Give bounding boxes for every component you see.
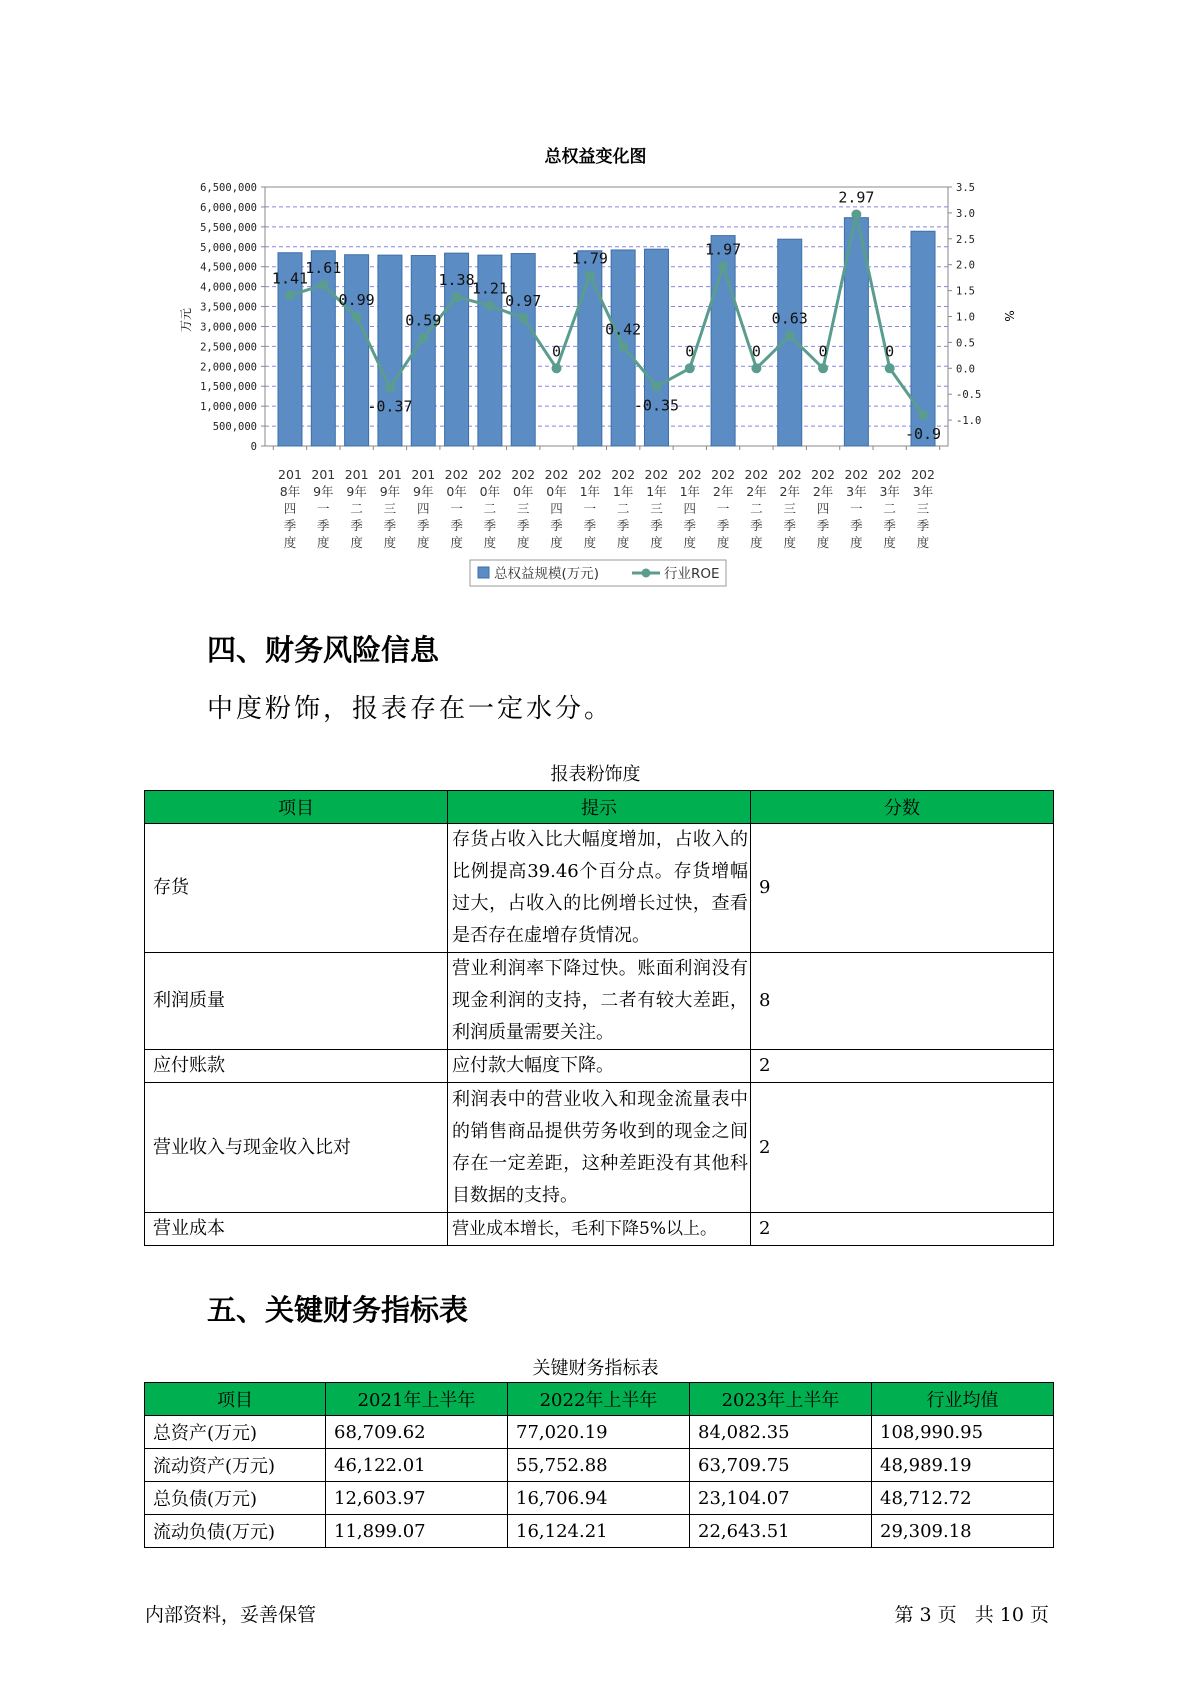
x-tick-label: 202: [744, 467, 769, 482]
x-tick-label: 度: [317, 535, 330, 550]
x-tick-label: 三: [383, 501, 397, 516]
risk-hint: 存货占收入比大幅度增加，占收入的比例提高39.46个百分点。存货增幅过大，占收入的比例增长过快，查看是否存在虚增存货情况。: [448, 824, 751, 953]
chart-title: 总权益变化图: [544, 147, 647, 167]
section5-heading: 五、关键财务指标表: [207, 1293, 469, 1327]
x-tick-label: 202: [911, 467, 935, 482]
kpi-table-header: [145, 1383, 1054, 1416]
x-tick-label: 四: [683, 501, 697, 516]
risk-score: 8: [751, 953, 1054, 1050]
x-tick-label: 三: [516, 501, 530, 516]
x-tick-label: 202: [511, 467, 536, 482]
risk-score: 9: [751, 824, 1054, 953]
risk-header-score: 分数: [751, 791, 1054, 824]
x-tick-label: 202: [577, 467, 602, 482]
risk-item: 利润质量: [145, 953, 448, 1050]
y2-tick-label: 3.0: [956, 207, 975, 220]
equity-bar: [378, 255, 402, 446]
roe-data-label: 0.42: [605, 320, 642, 339]
x-tick-label: 0年: [512, 484, 534, 499]
x-tick-label: 度: [850, 535, 863, 550]
x-tick-label: 1年: [579, 484, 601, 499]
roe-data-label: 0: [818, 342, 828, 361]
x-tick-label: 季: [350, 518, 363, 533]
y-tick-label: 500,000: [212, 421, 257, 434]
x-tick-label: 二: [883, 501, 896, 516]
x-tick-label: 1年: [679, 484, 701, 499]
y2-tick-label: -0.5: [956, 389, 982, 402]
kpi-cell: 77,020.19: [508, 1416, 690, 1449]
x-tick-label: 202: [777, 467, 802, 482]
x-tick-label: 度: [883, 535, 896, 550]
x-tick-label: 季: [683, 518, 697, 533]
kpi-cell: 22,643.51: [690, 1515, 872, 1548]
roe-point: [485, 301, 495, 311]
x-tick-label: 9年: [379, 484, 401, 499]
risk-table-header: [145, 791, 1054, 824]
risk-table-caption: 报表粉饰度: [550, 764, 641, 785]
x-tick-label: 三: [916, 501, 930, 516]
y2-axis-label: %: [1002, 310, 1016, 322]
x-tick-label: 度: [516, 535, 530, 550]
y-tick-label: 6,500,000: [200, 182, 257, 194]
y-tick-label: 4,000,000: [200, 281, 257, 294]
x-tick-label: 季: [550, 518, 563, 533]
risk-hint: 营业利润率下降过快。账面利润没有现金利润的支持，二者有较大差距，利润质量需要关注。: [448, 953, 751, 1050]
x-tick-label: 2年: [779, 484, 800, 499]
x-tick-label: 202: [444, 467, 469, 482]
roe-data-label: 2.97: [838, 188, 875, 207]
y-tick-label: 5,000,000: [200, 241, 257, 254]
x-tick-label: 季: [283, 518, 297, 533]
x-tick-label: 季: [783, 518, 797, 533]
roe-data-label: -0.9: [904, 424, 942, 443]
y-tick-label: 0: [250, 441, 257, 453]
x-tick-label: 一: [850, 501, 863, 516]
x-tick-label: 3年: [879, 484, 900, 499]
y2-tick-label: 1.5: [956, 285, 975, 298]
x-tick-label: 四: [816, 501, 830, 516]
kpi-cell: 63,709.75: [690, 1449, 872, 1482]
roe-point: [818, 363, 828, 373]
roe-data-label: 0.99: [338, 291, 375, 310]
x-tick-label: 1年: [646, 484, 667, 499]
risk-item: 存货: [145, 824, 448, 953]
kpi-cell: 29,309.18: [872, 1515, 1054, 1548]
roe-data-label: 0.63: [771, 309, 808, 328]
x-tick-label: 季: [583, 518, 597, 533]
risk-hint: 利润表中的营业收入和现金流量表中的销售商品提供劳务收到的现金之间存在一定差距，这种差距没有其他科目数据的支持。: [448, 1083, 751, 1213]
x-tick-label: 2年: [746, 484, 767, 499]
x-tick-label: 度: [283, 535, 297, 550]
kpi-table-caption: 关键财务指标表: [532, 1358, 659, 1379]
x-tick-label: 四: [283, 501, 297, 516]
roe-point: [452, 292, 462, 302]
roe-data-label: -0.37: [367, 397, 413, 416]
x-tick-label: 度: [483, 535, 497, 550]
equity-chart: [0, 160, 1191, 600]
kpi-cell: 总资产(万元): [145, 1416, 326, 1449]
equity-bar: [345, 255, 369, 446]
risk-header-item: 项目: [145, 791, 448, 824]
roe-data-label: 0: [751, 342, 761, 361]
x-tick-label: 季: [850, 518, 863, 533]
y-tick-label: 2,000,000: [200, 361, 257, 374]
x-tick-label: 季: [516, 518, 530, 533]
footer-confidential: 内部资料，妥善保管: [145, 1604, 317, 1626]
x-tick-label: 201: [378, 467, 402, 482]
x-tick-label: 二: [750, 501, 763, 516]
risk-item: 应付账款: [145, 1050, 448, 1083]
table-row: [145, 1050, 1054, 1083]
x-tick-label: 0年: [546, 484, 567, 499]
x-tick-label: 二: [483, 501, 497, 516]
x-tick-label: 季: [616, 518, 630, 533]
legend-bar-swatch: [478, 567, 489, 578]
x-tick-label: 度: [650, 535, 663, 550]
kpi-header-2021: 2021年上半年: [326, 1383, 508, 1416]
y-tick-label: 2,500,000: [200, 341, 257, 354]
x-tick-label: 201: [311, 467, 336, 482]
x-tick-label: 202: [877, 467, 902, 482]
kpi-cell: 流动负债(万元): [145, 1515, 326, 1548]
x-tick-label: 季: [816, 518, 830, 533]
x-tick-label: 二: [616, 501, 630, 516]
risk-score: 2: [751, 1083, 1054, 1213]
x-tick-label: 3年: [912, 484, 934, 499]
table-row: [145, 953, 1054, 1050]
x-tick-label: 202: [477, 467, 502, 482]
kpi-cell: 55,752.88: [508, 1449, 690, 1482]
x-tick-label: 9年: [346, 484, 367, 499]
roe-point: [918, 410, 928, 420]
x-tick-label: 3年: [846, 484, 867, 499]
x-tick-label: 季: [916, 518, 930, 533]
y-tick-label: 4,500,000: [200, 261, 257, 274]
roe-point: [885, 363, 895, 373]
kpi-cell: 84,082.35: [690, 1416, 872, 1449]
risk-header-hint: 提示: [448, 791, 751, 824]
x-tick-label: 度: [916, 535, 930, 550]
roe-point: [718, 261, 728, 271]
y-tick-label: 6,000,000: [200, 201, 257, 214]
y-axis-label: 万元: [179, 307, 193, 333]
x-tick-label: 度: [550, 535, 563, 550]
legend-line-label: 行业ROE: [664, 566, 720, 582]
x-tick-label: 202: [677, 467, 702, 482]
section4-text: 中度粉饰，报表存在一定水分。: [207, 694, 614, 724]
x-tick-label: 9年: [313, 484, 334, 499]
roe-data-label: 0.59: [405, 311, 442, 330]
x-tick-label: 201: [411, 467, 436, 482]
x-tick-label: 季: [650, 518, 663, 533]
y2-tick-label: 1.0: [956, 311, 975, 324]
x-tick-label: 季: [883, 518, 896, 533]
y2-tick-label: 2.5: [956, 233, 975, 246]
table-row: [145, 1416, 1054, 1449]
roe-data-label: 0: [885, 342, 895, 361]
x-tick-label: 202: [544, 467, 569, 482]
roe-point: [318, 280, 328, 290]
y2-tick-label: 0.0: [956, 363, 975, 376]
x-tick-label: 度: [450, 535, 463, 550]
risk-hint: 应付款大幅度下降。: [448, 1050, 751, 1083]
x-tick-label: 一: [583, 501, 597, 516]
roe-point: [618, 342, 628, 352]
kpi-cell: 流动资产(万元): [145, 1449, 326, 1482]
kpi-cell: 16,706.94: [508, 1482, 690, 1515]
x-tick-label: 季: [716, 518, 730, 533]
x-tick-label: 一: [317, 501, 330, 516]
kpi-cell: 46,122.01: [326, 1449, 508, 1482]
x-tick-label: 三: [783, 501, 797, 516]
kpi-table: [144, 1382, 1054, 1548]
footer-page-number: 第 3 页 共 10 页: [894, 1604, 1049, 1626]
table-row: [145, 1083, 1054, 1213]
x-tick-label: 2年: [712, 484, 734, 499]
x-tick-label: 度: [716, 535, 730, 550]
risk-item: 营业收入与现金收入比对: [145, 1083, 448, 1213]
table-row: [145, 824, 1054, 953]
x-tick-label: 季: [483, 518, 497, 533]
x-tick-label: 季: [416, 518, 430, 533]
x-tick-label: 202: [811, 467, 835, 482]
x-tick-label: 1年: [612, 484, 634, 499]
x-tick-label: 0年: [446, 484, 467, 499]
x-tick-label: 季: [383, 518, 397, 533]
y-tick-label: 1,000,000: [200, 401, 257, 414]
legend-line-marker: [642, 569, 651, 578]
kpi-header-industry: 行业均值: [872, 1383, 1054, 1416]
roe-data-label: 1.79: [571, 249, 608, 268]
roe-data-label: -0.35: [633, 396, 680, 415]
roe-point: [651, 381, 661, 391]
roe-data-label: 1.97: [705, 240, 742, 259]
x-tick-label: 2年: [812, 484, 834, 499]
x-tick-label: 202: [711, 467, 736, 482]
roe-data-label: 0: [552, 342, 562, 361]
x-tick-label: 度: [616, 535, 630, 550]
risk-hint: 营业成本增长，毛利下降5%以上。: [448, 1213, 751, 1246]
roe-point: [418, 333, 428, 343]
x-tick-label: 四: [416, 501, 430, 516]
kpi-cell: 23,104.07: [690, 1482, 872, 1515]
roe-point: [851, 209, 861, 219]
y-tick-label: 3,000,000: [200, 321, 257, 334]
risk-table: [144, 790, 1054, 1246]
kpi-cell: 12,603.97: [326, 1482, 508, 1515]
table-row: [145, 1213, 1054, 1246]
x-tick-label: 9年: [413, 484, 434, 499]
x-tick-label: 201: [278, 467, 302, 482]
x-tick-label: 季: [450, 518, 463, 533]
roe-point: [385, 382, 395, 392]
y-tick-label: 5,500,000: [200, 221, 257, 234]
x-tick-label: 二: [350, 501, 363, 516]
risk-score: 2: [751, 1050, 1054, 1083]
roe-point: [685, 363, 695, 373]
kpi-header-item: 项目: [145, 1383, 326, 1416]
x-tick-label: 季: [317, 518, 330, 533]
equity-bar: [644, 249, 668, 446]
roe-point: [518, 313, 528, 323]
roe-data-label: 0.97: [505, 292, 542, 311]
table-row: [145, 1449, 1054, 1482]
kpi-cell: 48,989.19: [872, 1449, 1054, 1482]
roe-point: [552, 363, 562, 373]
x-tick-label: 度: [783, 535, 797, 550]
kpi-cell: 68,709.62: [326, 1416, 508, 1449]
x-tick-label: 0年: [479, 484, 501, 499]
x-tick-label: 202: [611, 467, 636, 482]
roe-data-label: 0: [685, 342, 695, 361]
roe-data-label: 1.41: [271, 269, 309, 288]
roe-point: [285, 290, 295, 300]
y-tick-label: 1,500,000: [200, 381, 257, 394]
y-tick-label: 3,500,000: [200, 301, 257, 314]
x-tick-label: 度: [816, 535, 830, 550]
roe-data-label: 1.38: [438, 270, 475, 289]
legend-bar-label: 总权益规模(万元): [494, 566, 600, 582]
kpi-cell: 108,990.95: [872, 1416, 1054, 1449]
roe-point: [352, 312, 362, 322]
x-tick-label: 度: [583, 535, 597, 550]
kpi-cell: 48,712.72: [872, 1482, 1054, 1515]
risk-item: 营业成本: [145, 1213, 448, 1246]
x-tick-label: 季: [750, 518, 763, 533]
kpi-header-2023: 2023年上半年: [690, 1383, 872, 1416]
x-tick-label: 8年: [279, 484, 301, 499]
y2-tick-label: 2.0: [956, 259, 975, 272]
y2-tick-label: -1.0: [956, 415, 982, 428]
equity-bar: [511, 254, 535, 446]
section4-heading: 四、财务风险信息: [207, 633, 440, 667]
x-tick-label: 四: [550, 501, 563, 516]
kpi-cell: 总负债(万元): [145, 1482, 326, 1515]
roe-data-label: 1.21: [471, 279, 508, 298]
x-tick-label: 度: [383, 535, 397, 550]
roe-point: [785, 331, 795, 341]
roe-data-label: 1.61: [305, 258, 342, 277]
x-tick-label: 度: [416, 535, 430, 550]
x-tick-label: 度: [750, 535, 763, 550]
x-tick-label: 一: [716, 501, 730, 516]
y2-tick-label: 0.5: [956, 337, 975, 350]
y2-tick-label: 3.5: [956, 182, 975, 194]
kpi-cell: 11,899.07: [326, 1515, 508, 1548]
x-tick-label: 202: [844, 467, 869, 482]
kpi-header-2022: 2022年上半年: [508, 1383, 690, 1416]
table-row: [145, 1515, 1054, 1548]
x-tick-label: 201: [344, 467, 369, 482]
x-tick-label: 度: [350, 535, 363, 550]
x-tick-label: 度: [683, 535, 697, 550]
x-tick-label: 三: [650, 501, 663, 516]
table-row: [145, 1482, 1054, 1515]
kpi-cell: 16,124.21: [508, 1515, 690, 1548]
x-tick-label: 202: [644, 467, 669, 482]
x-tick-label: 一: [450, 501, 463, 516]
roe-point: [585, 271, 595, 281]
roe-point: [751, 363, 761, 373]
risk-score: 2: [751, 1213, 1054, 1246]
